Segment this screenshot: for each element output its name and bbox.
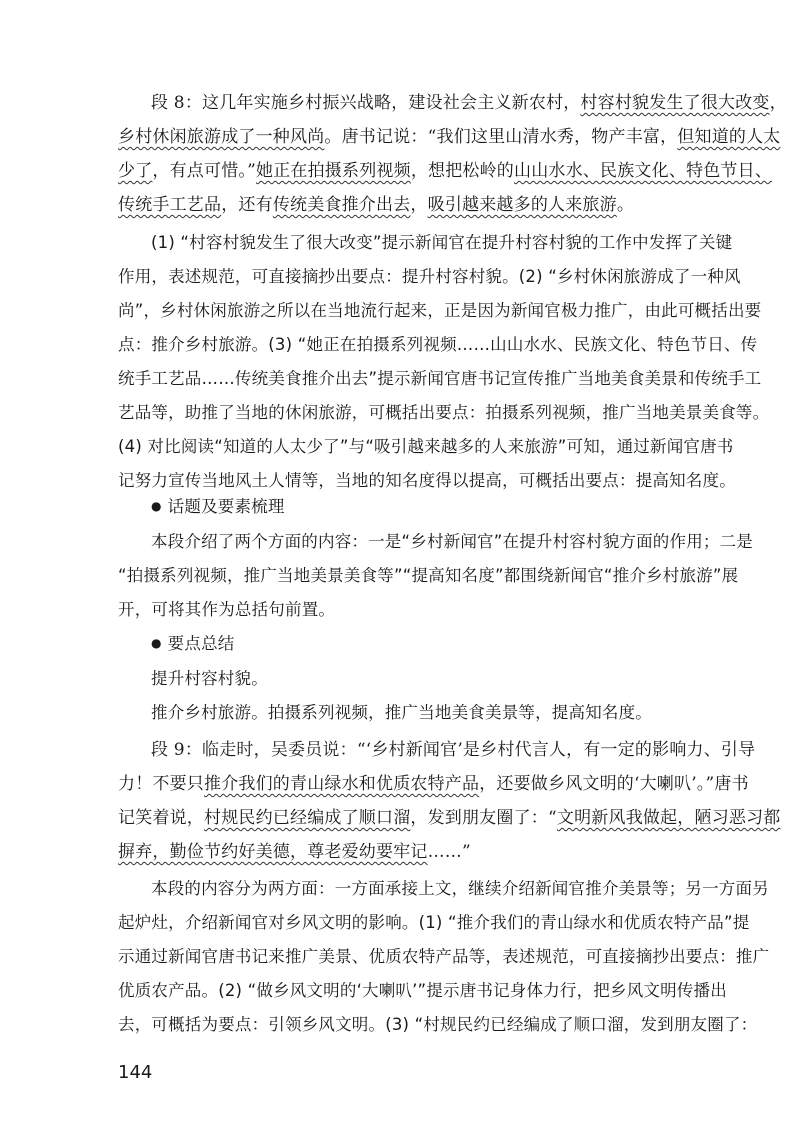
topic-line: “拍摄系列视频，推广当地美景美食等”“提高知名度”都围绕新闻官“推介乡村旅游”展 xyxy=(118,566,739,585)
p8-line-4 xyxy=(118,188,718,222)
summary-line: 提升村容村貌。 xyxy=(151,669,268,688)
analysis-line: 尚”，乡村休闲旅游之所以在当地流行起来，正是因为新闻官极力推广，由此可概括出要 xyxy=(118,301,762,320)
analysis-line: 艺品等，助推了当地的休闲旅游，可概括出要点：拍摄系列视频，推广当地美景美食等。 xyxy=(118,403,770,422)
wavy-underline-text: 传统美食推介出去 xyxy=(272,195,411,215)
wavy-underline-text: 文明新风我做起，陋习恶习都 xyxy=(556,808,781,828)
section-heading: ● 话题及要素梳理 xyxy=(118,490,718,525)
text: ，还有 xyxy=(221,195,273,215)
text: 段 8：这几年实施乡村振兴战略，建设社会主义新农村， xyxy=(151,93,581,113)
topic-section xyxy=(118,490,753,627)
p8-line-2 xyxy=(118,120,781,154)
text: 。 xyxy=(616,195,635,215)
analysis-line: (4) 对比阅读“知道的人太少了”与“吸引越来越多的人来旅游”可知，通过新闻官唐书 xyxy=(118,437,734,456)
p9-line-3 xyxy=(118,801,781,835)
analysis-line: 优质农产品。(2) “做乡风文明的‘大喇叭’”提示唐书记身体力行，把乡风文明传播出 xyxy=(118,981,727,1000)
wavy-underline-text: 吸引越来越多的人来旅游 xyxy=(427,195,617,215)
wavy-underline-text: 她正在拍摄系列视频 xyxy=(256,161,411,181)
section-heading: ● 要点总结 xyxy=(118,627,718,662)
wavy-underline-text: 但知道的人太 xyxy=(677,127,781,147)
text: 记笑着说， xyxy=(118,808,204,828)
text: 。唐书记说：“我们这里山清水秀，物产丰富， xyxy=(324,127,678,147)
wavy-underline-text: 传统手工艺品 xyxy=(118,195,222,215)
paragraph-9 xyxy=(118,733,781,869)
analysis-9 xyxy=(118,872,770,1042)
topic-line: 开，可将其作为总括句前置。 xyxy=(118,600,336,619)
p8-line-1 xyxy=(118,86,787,120)
text: ，有点可惜。” xyxy=(152,161,256,181)
text: 力！不要只 xyxy=(118,774,204,794)
summary-line: 推介乡村旅游。拍摄系列视频，推广当地美食美景等，提高知名度。 xyxy=(151,703,652,722)
text: ， xyxy=(769,93,787,113)
wavy-underline-text: 村规民约已经编成了顺口溜 xyxy=(204,808,411,828)
p8-line-3 xyxy=(118,154,773,188)
text: ，想把松岭的 xyxy=(410,161,515,181)
p9-line-4 xyxy=(118,835,718,869)
analysis-line: 记努力宣传当地风土人情等，当地的知名度得以提高，可概括出要点：提高知名度。 xyxy=(118,471,736,490)
analysis-line: 点：推介乡村旅游。(3) “她正在拍摄系列视频……山山水水、民族文化、特色节日、传 xyxy=(118,335,758,354)
wavy-underline-text: 推介我们的青山绿水和优质农特产品 xyxy=(204,774,480,794)
topic-line: 本段介绍了两个方面的内容：一是“乡村新闻官”在提升村容村貌方面的作用；二是 xyxy=(151,532,753,551)
analysis-8 xyxy=(118,226,770,498)
analysis-line: 本段的内容分为两方面：一方面承接上文，继续介绍新闻官推介美景等；另一方面另 xyxy=(151,879,769,898)
analysis-line: 去，可概括为要点：引领乡风文明。(3) “村规民约已经编成了顺口溜，发到朋友圈了： xyxy=(118,1015,758,1034)
analysis-line: 示通过新闻官唐书记来推广美景、优质农特产品等，表述规范，可直接摘抄出要点：推广 xyxy=(118,947,770,966)
wavy-underline-text: 少了 xyxy=(118,161,153,181)
page-number: 144 xyxy=(118,1062,153,1083)
analysis-line: 起炉灶，介绍新闻官对乡风文明的影响。(1) “推介我们的青山绿水和优质农特产品”提 xyxy=(118,913,750,932)
wavy-underline-text: 摒弃，勤俭节约好美德，尊老爱幼要牢记 xyxy=(118,842,428,862)
wavy-underline-text: 山山水水、民族文化、特色节日、 xyxy=(514,161,773,181)
text: ，还要做乡风文明的‘大喇叭’。”唐书 xyxy=(479,774,749,794)
analysis-line: 统手工艺品……传统美食推介出去”提示新闻官唐书记宣传推广当地美食美景和传统手工 xyxy=(118,369,762,388)
text: ，发到朋友圈了：“ xyxy=(410,808,557,828)
text: ……” xyxy=(427,842,471,862)
wavy-underline-text: 村容村貌发生了很大改变 xyxy=(580,93,770,113)
wavy-underline-text: 乡村休闲旅游成了一种风尚 xyxy=(118,127,325,147)
text: ， xyxy=(410,195,428,215)
analysis-line: (1) “村容村貌发生了很大改变”提示新闻官在提升村容村貌的工作中发挥了关键 xyxy=(151,233,733,252)
paragraph-8 xyxy=(118,86,787,222)
p9-line-1: 段 9：临走时，吴委员说：“‘乡村新闻官’是乡村代言人，有一定的影响力、引导 xyxy=(151,740,756,760)
analysis-line: 作用，表述规范，可直接摘抄出要点：提升村容村貌。(2) “乡村休闲旅游成了一种风 xyxy=(118,267,741,286)
summary-section xyxy=(118,627,718,730)
p9-line-2 xyxy=(118,767,749,801)
